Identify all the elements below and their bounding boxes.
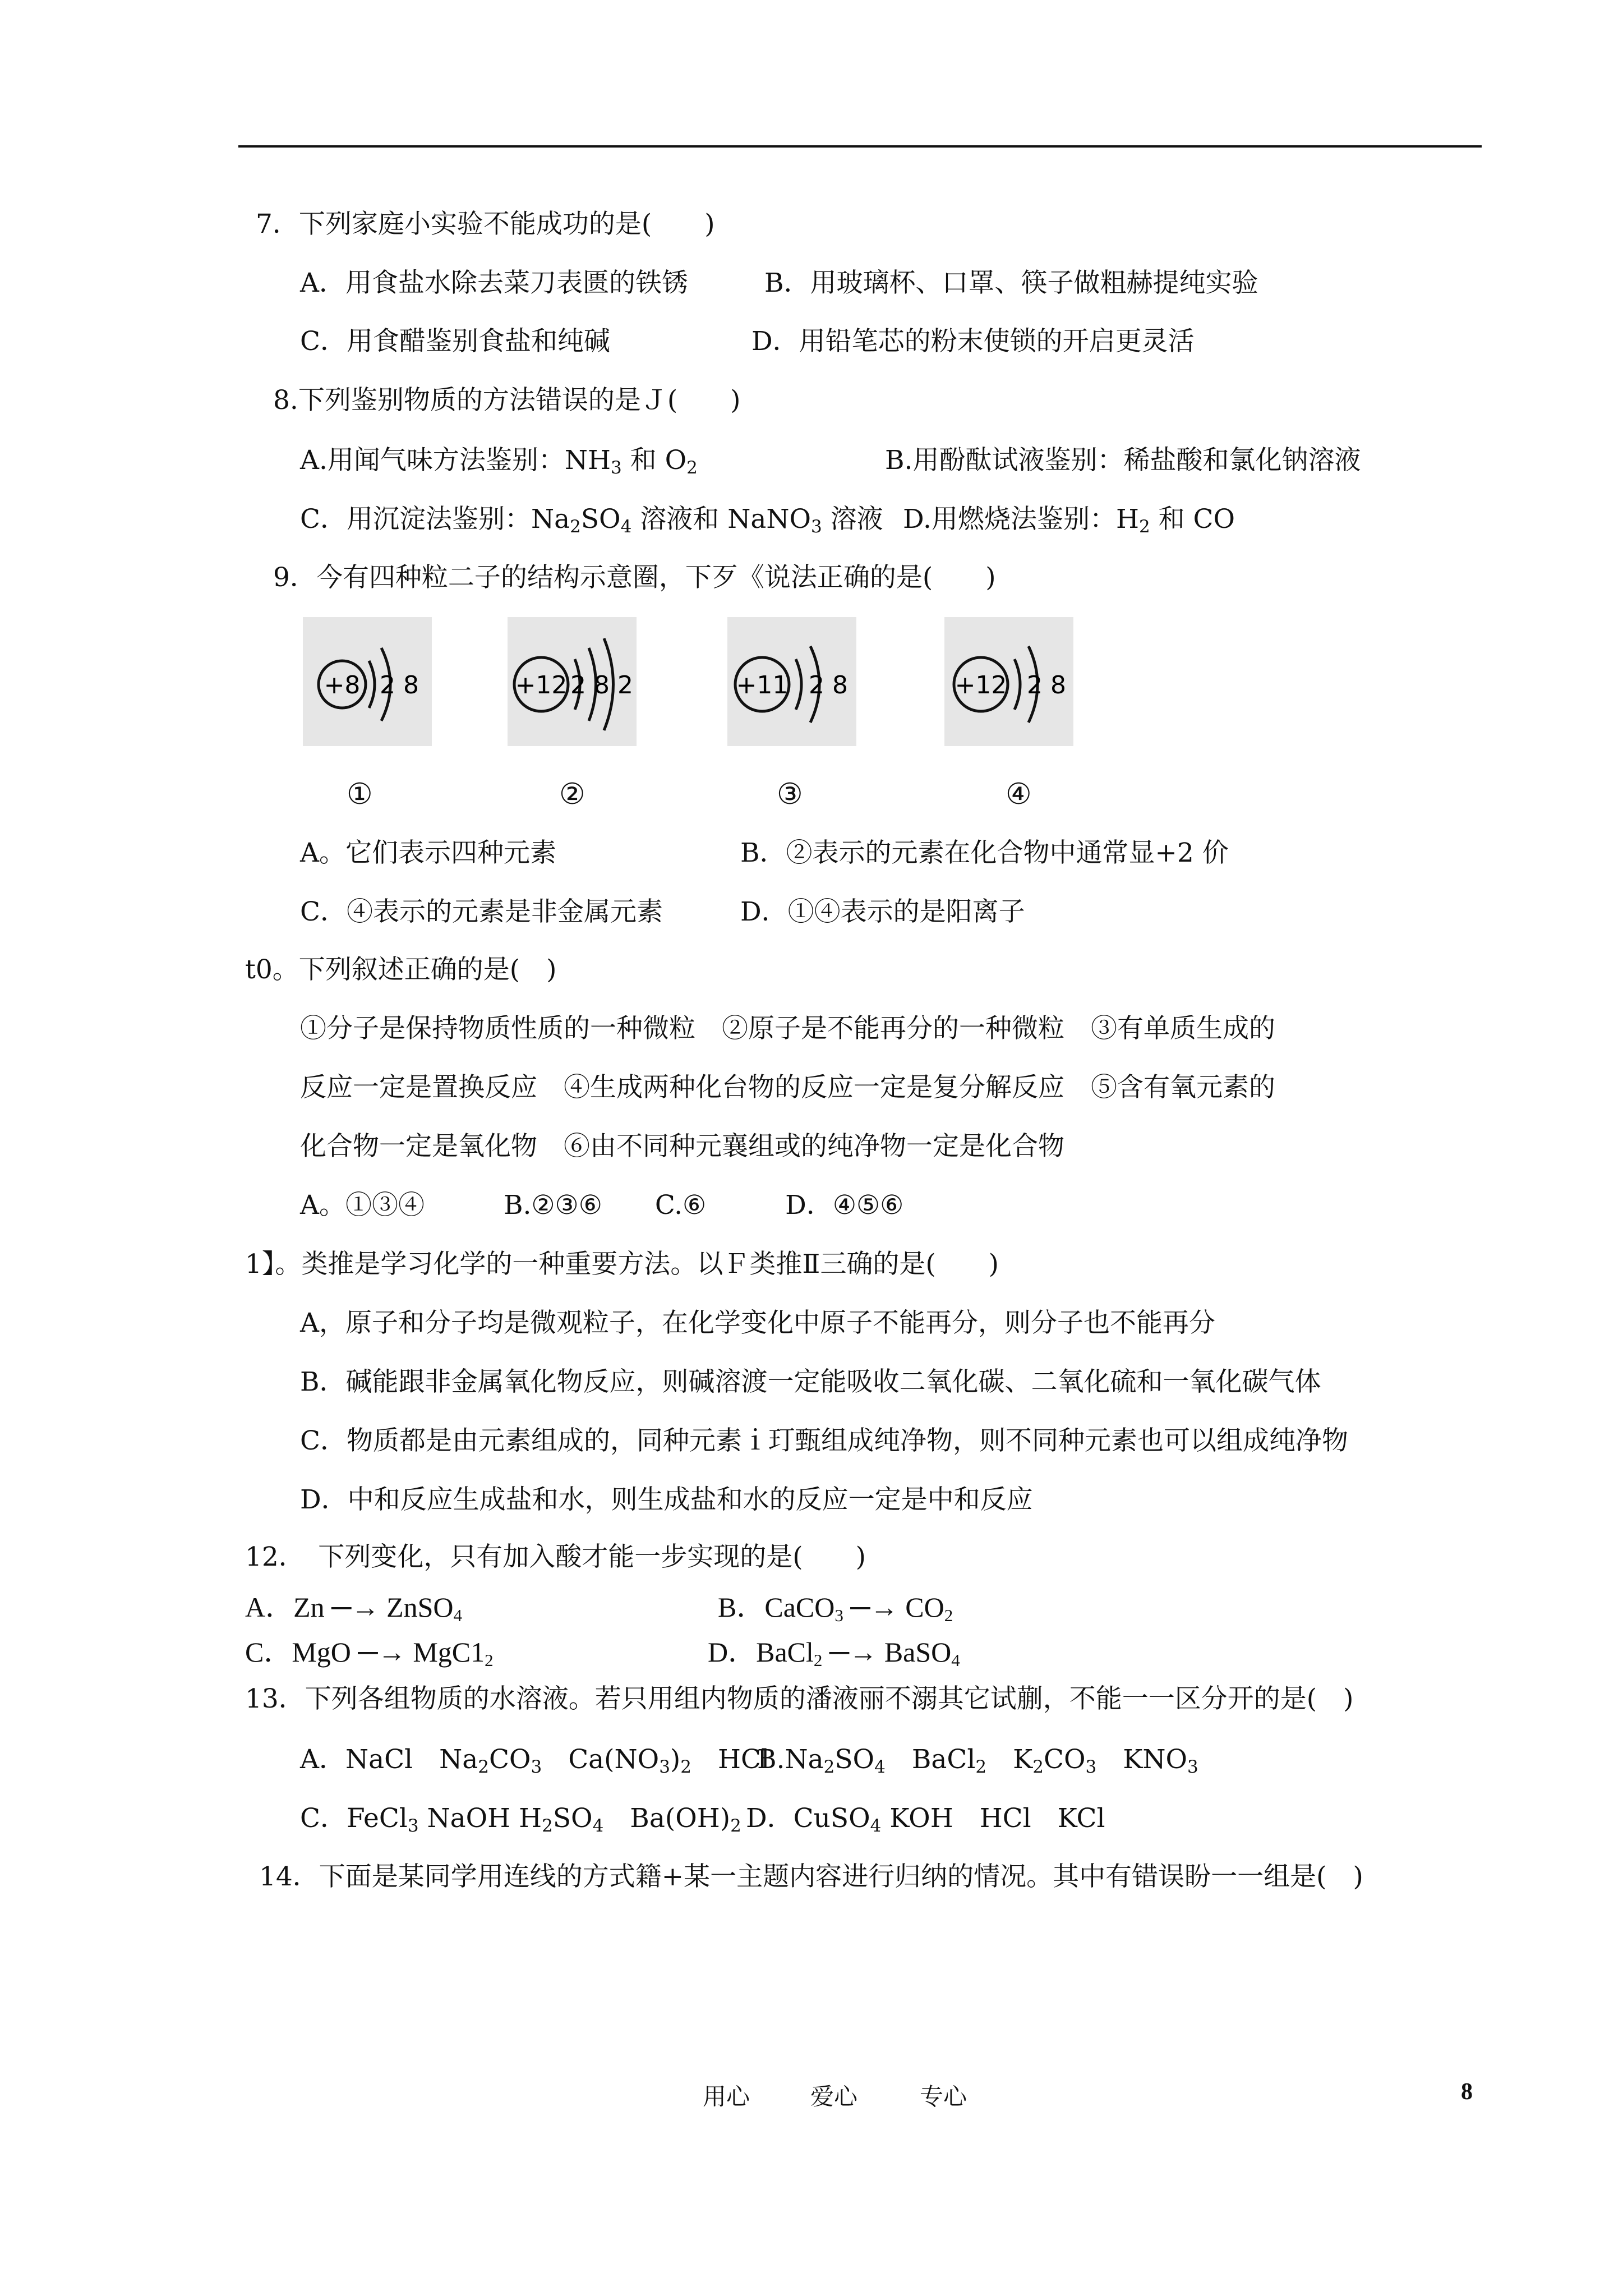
atom-label-2: ②	[559, 777, 585, 811]
q10-options: A。①③④ B.②③⑥ C.⑥ D．④⑤⑥	[300, 1190, 904, 1221]
q13-option-c: C．FeCl$_3$ NaOH $H_2SO_4$ $Ba(OH)_2$	[300, 1803, 741, 1836]
q10-stem: t0。下列叙述正确的是( )	[245, 954, 557, 985]
atom-2-nucleus: +12	[515, 671, 568, 700]
q9-stem: 9．今有四种粒二子的结构示意圈，下歹《说法正确的是( )	[273, 562, 996, 593]
atom-4-nucleus: +12	[955, 671, 1007, 700]
q10-statement-line-1: ①分子是保持物质性质的一种微粒 ②原子是不能再分的一种微粒 ③有单质生成的	[300, 1013, 1275, 1044]
q11-option-b: B．碱能跟非金属氧化物反应，则碱溶渡一定能吸收二氧化碳、二氧化硫和一氧化碳气体	[300, 1366, 1321, 1397]
atom-1-nucleus: +8	[324, 671, 361, 700]
q12-option-d: D．BaCl$_2$ ─→ BaSO$_4$	[708, 1636, 960, 1670]
q13-option-a: A．NaCl $Na_2CO_3$ $Ca(NO_3)_2$ HCl	[300, 1744, 769, 1777]
atom-4-shells: 2 8	[1027, 671, 1066, 700]
q11-option-a: A，原子和分子均是微观粒子，在化学变化中原子不能再分，则分子也不能再分	[300, 1308, 1215, 1338]
q9-option-d: D．①④表示的是阳离子	[740, 896, 1025, 927]
q11-option-c: C．物质都是由元素组成的，同种元素ｉ玎甄组成纯净物，则不同种元素也可以组成纯净物	[300, 1425, 1348, 1456]
page-number: 8	[1461, 2079, 1473, 2105]
q13-option-d: D．CuSO$_4$ KOH HCl KCl	[746, 1803, 1105, 1836]
footer-text-yongxin: 用心	[703, 2083, 750, 2110]
atom-diagram-3	[727, 617, 856, 746]
q10-statement-line-2: 反应一定是置换反应 ④生成两种化台物的反应一定是复分解反应 ⑤含有氧元素的	[300, 1072, 1275, 1103]
q13-stem: 13．下列各组物质的水溶液。若只用组内物质的潘液丽不溺其它试蒯，不能一一区分开的是( )	[245, 1683, 1354, 1714]
atom-label-4: ④	[1006, 777, 1032, 811]
q11-stem: 1】。类推是学习化学的一种重要方法。以Ｆ类推Ⅱ三确的是( )	[245, 1249, 999, 1280]
atom-diagram-1	[303, 617, 432, 746]
q13-option-b: $B.Na_2SO_4$ BaCl$_2$ $K_2CO_3$ $KNO_3$	[757, 1744, 1198, 1777]
atom-label-3: ③	[777, 777, 803, 811]
footer-text-zhuanxin: 专心	[920, 2083, 967, 2110]
atom-1-shells: 2 8	[380, 671, 419, 700]
atom-label-1: ①	[347, 777, 373, 811]
atom-2-shells: 2 8 2	[570, 671, 633, 700]
q12-option-c: C．MgO ─→ $MgC1_2$	[245, 1636, 494, 1670]
q7-stem: 7．下列家庭小实验不能成功的是( )	[256, 209, 715, 240]
q7-option-c: C．用食醋鉴别食盐和纯碱	[300, 326, 610, 357]
q12-option-a: A．Zn ─→ ZnSO$_4$	[245, 1591, 463, 1625]
footer-text-aixin: 爱心	[810, 2083, 858, 2110]
q7-option-a: A．用食盐水除去菜刀表匮的铁锈	[300, 268, 688, 298]
q8-stem: 8.下列鉴别物质的方法错误的是Ｊ( )	[273, 385, 741, 416]
atom-diagram-2	[508, 617, 637, 746]
q9-option-c: C．④表示的元素是非金属元素	[300, 896, 663, 927]
q9-option-a: A。它们表示四种元素	[300, 838, 556, 868]
atom-3-shells: 2 8	[809, 671, 848, 700]
q7-option-d: D．用铅笔芯的粉末使锁的开启更灵活	[751, 326, 1195, 357]
q9-option-b: B．②表示的元素在化合物中通常显+2 价	[740, 838, 1229, 868]
q11-option-d: D．中和反应生成盐和水，则生成盐和水的反应一定是中和反应	[300, 1484, 1033, 1515]
header-rule	[238, 145, 1482, 148]
q8-option-a: A.用闻气味方法鉴别：$NH_3$ 和 $O_2$	[300, 445, 698, 478]
q14-stem: 14．下面是某同学用连线的方式籍+某一主题内容进行归纳的情况。其中有错误盼一一组是( )	[259, 1861, 1363, 1892]
q12-stem: 12． 下列变化，只有加入酸才能一步实现的是( )	[245, 1542, 866, 1572]
q8-option-b: B.用酚酞试液鉴别：稀盐酸和氯化钠溶液	[885, 445, 1361, 476]
q12-option-b: B．CaCO$_3$ ─→ $CO_2$	[718, 1591, 953, 1625]
atom-3-nucleus: +11	[736, 671, 789, 700]
q8-option-c: C．用沉淀法鉴别：$Na_2SO_4$ 溶液和 NaNO$_3$ 溶液	[300, 504, 883, 537]
q7-option-b: B．用玻璃杯、口罩、筷子做粗赫提纯实验	[764, 268, 1258, 298]
atom-diagram-4	[944, 617, 1073, 746]
q8-option-d: D.用燃烧法鉴别：$H_2$ 和 CO	[903, 504, 1235, 537]
q10-statement-line-3: 化合物一定是氧化物 ⑥由不同种元襄组或的纯净物一定是化合物	[300, 1131, 1064, 1162]
